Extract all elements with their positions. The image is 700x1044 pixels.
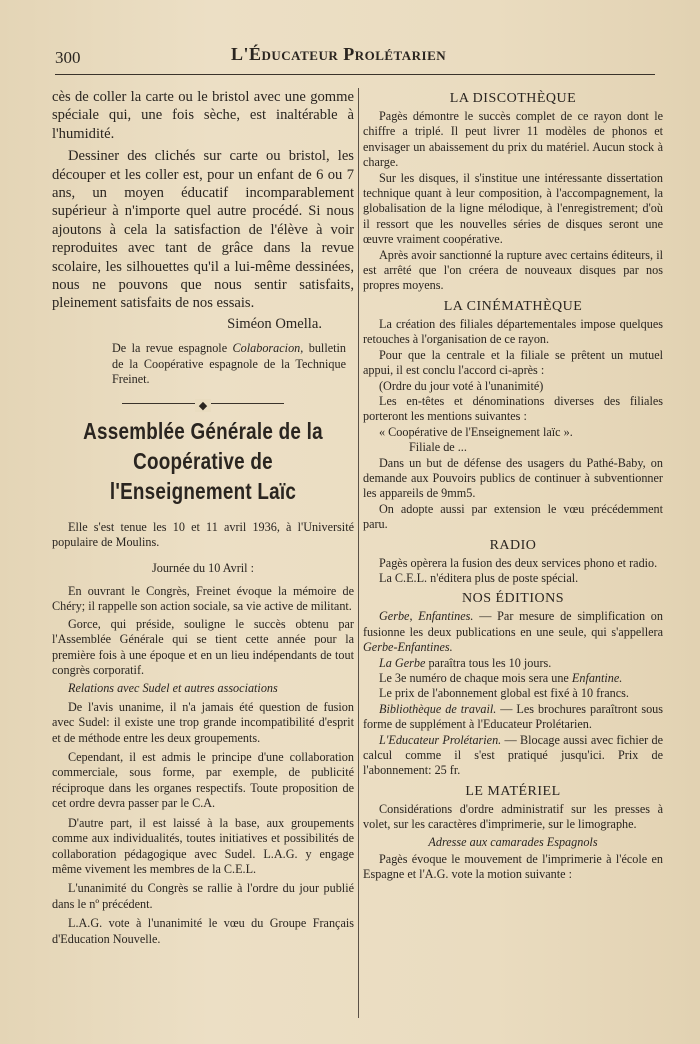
paragraph (363, 702, 663, 733)
ornament-divider (52, 396, 354, 410)
paragraph: La C.E.L. n'éditera plus de poste spécial. (379, 570, 579, 585)
paragraph: (Ordre du jour voté à l'unanimité) (379, 378, 544, 393)
publication-title: Enfantine. (571, 671, 623, 685)
publication-title: Gerbe-Enfantines. (363, 640, 453, 655)
publication-title: La Gerbe (379, 655, 426, 670)
paragraph: Le prix de l'abonnement global est fixé à 10 francs. (379, 686, 629, 701)
paragraph-text: — Blocage aussi avec fichier de calcul comme il s'est pratiqué jusqu'ici. Prix de l'abonnement: 25 fr. (363, 732, 663, 778)
signature: Siméon Omella. (227, 315, 322, 332)
article-headline (79, 416, 327, 506)
paragraph: En ouvrant le Congrès, Freinet évoque la mémoire de Chéry; il rappelle son action sociale, sa vie active de militant. (52, 584, 354, 614)
intro-paragraph: Elle s'est tenue les 10 et 11 avril 1936, à l'Université populaire de Moulins. (52, 519, 354, 550)
paragraph: La création des filiales départementales impose quelques retouches à l'organisation de ce rayon. (363, 316, 663, 347)
paragraph: D'autre part, il est laissé à la base, aux groupements comme aux individualités, toutes initiatives et possibilités de collaboration pédagogique avec Sudel. L.A.G. y engage même vivement les membres de la C.E.L. (52, 815, 354, 876)
paragraph (363, 609, 663, 655)
paragraph: « Coopérative de l'Enseignement laïc ». (379, 424, 573, 439)
source-note (112, 341, 346, 388)
journal-title: L'Éducateur Prolétarien (231, 44, 447, 64)
section-subheading: Adresse aux camarades Espagnols (428, 834, 598, 849)
section-heading-discotheque: LA DISCOTHÈQUE (449, 91, 577, 106)
paragraph: Sur les disques, il s'institue une intéressante dissertation technique quant à leur composition, à l'accompagnement, la globalisation de la ligne mélodique, à l'enregistrement; d'où il ressort que les nouvelles séries de disques seront une œuvre vraiment coopérative. (363, 170, 663, 247)
paragraph: cès de coller la carte ou le bristol avec une gomme spéciale qui, une fois sèche, est inaltérable à l'humidité. (52, 89, 354, 142)
section-heading-editions: NOS ÉDITIONS (461, 591, 565, 607)
paragraph-text: Le 3e numéro de chaque mois sera une (379, 671, 572, 685)
paragraph: Pagès démontre le succès complet de ce rayon dont le chiffre a triplé. Il peut livrer 11 modèles de phonos et envisager un abaissement du prix du matériel. Aucun stock à charge. (363, 109, 663, 170)
publication-title: L'Educateur Prolétarien. (379, 732, 502, 747)
source-title: Colaboracion, (232, 341, 304, 356)
paragraph (363, 733, 663, 779)
paragraph: Pagès opèrera la fusion des deux services phono et radio. (379, 555, 658, 570)
paragraph: Pour que la centrale et la filiale se prêtent un mutuel appui, il est conclu l'accord ci-après : (363, 347, 663, 378)
paragraph: Les en-têtes et dénominations diverses des filiales porteront les mentions suivantes : (363, 393, 663, 424)
left-column (52, 88, 354, 947)
paragraph: Dans un but de défense des usagers du Pathé-Baby, on demande aux Pouvoirs publics de continuer à subventionner les appareils de 9mm5. (363, 455, 663, 501)
section-heading-cinematheque: LA CINÉMATHÈQUE (443, 298, 583, 314)
paragraph-text: — Les brochures paraîtront sous forme de supplément à l'Educateur Prolétarien. (363, 701, 663, 732)
page-number: 300 (55, 48, 81, 67)
paragraph-text: paraîtra tous les 10 jours. (425, 655, 552, 670)
headline-line-2: Coopérative de l'Enseignement Laïc (109, 447, 297, 504)
section-heading-materiel: LE MATÉRIEL (465, 783, 561, 799)
paragraph: Après avoir sanctionné la rupture avec certains éditeurs, il est arrêté que l'on créera de nouveaux disques par nos propres moyens. (363, 247, 663, 293)
paragraph: Cependant, il est admis le principe d'une collaboration commerciale, sous forme, par exemple, de publicité réciproque dans les organes respectifs. Toute proposition de cet ordre devra passer par le C.A. (52, 750, 354, 811)
publication-title: Gerbe, Enfantines. (379, 609, 474, 624)
paragraph: On adopte aussi par extension le vœu précédemment paru. (363, 501, 663, 532)
publication-title: Bibliothèque de travail. (379, 701, 497, 716)
paragraph: Gorce, qui préside, souligne le succès obtenu par l'Assemblée Générale qui se tient cette année pour la première fois à une époque et en un lieu indépendants de tout congrès corporatif. (52, 616, 354, 678)
paragraph-text: — Par mesure de simplification on fusionne les deux publications en une seule, qui s'appellera (363, 609, 663, 639)
column-divider (358, 88, 359, 1018)
headline-line-1: Assemblée Générale de la (83, 417, 323, 444)
paragraph: Pagès évoque le mouvement de l'imprimerie à l'école en Espagne et l'A.G. vote la motion suivante : (363, 852, 663, 882)
source-prefix: De la revue espagnole (112, 341, 233, 356)
paragraph: L'unanimité du Congrès se rallie à l'ordre du jour publié dans le nº précédent. (52, 881, 354, 911)
section-heading-radio: RADIO (489, 537, 537, 553)
right-column (363, 88, 663, 883)
paragraph (363, 671, 663, 686)
diamond-icon: ◆ (195, 399, 211, 412)
page-header (55, 40, 655, 75)
paragraph (363, 656, 663, 671)
paragraph: L.A.G. vote à l'unanimité le vœu du Groupe Français d'Education Nouvelle. (52, 916, 354, 946)
section-subheading: Relations avec Sudel et autres associations (68, 681, 278, 696)
paragraph: De l'avis unanime, il n'a jamais été question de fusion avec Sudel: il existe une trop grande incompatibilité d'esprit et de méthode entre les deux groupements. (52, 699, 354, 745)
paragraph: Dessiner des clichés sur carte ou bristol, les découper et les coller est, pour un enfant de 6 ou 7 ans, un moyen éducatif incomparablement supérieur à n'importe quel autre procédé. Si nous ajoutons à cela la satisfaction de l'élève à voir reproduites avec tant de grâce dans la revue scolaire, les silhouettes qu'il a lui-même dessinées, nous ne pouvons que nous sentir satisfaits, pleinement satisfaits de nos essais. (52, 148, 354, 312)
paragraph: Filiale de ... (409, 440, 467, 455)
paragraph: Considérations d'ordre administratif sur les presses à volet, sur les caractères d'imprimerie, sur le limographe. (363, 801, 663, 832)
day-heading: Journée du 10 Avril : (152, 560, 254, 575)
source-suffix: bulletin de la Coopérative espagnole de la Technique Freinet. (112, 341, 346, 387)
